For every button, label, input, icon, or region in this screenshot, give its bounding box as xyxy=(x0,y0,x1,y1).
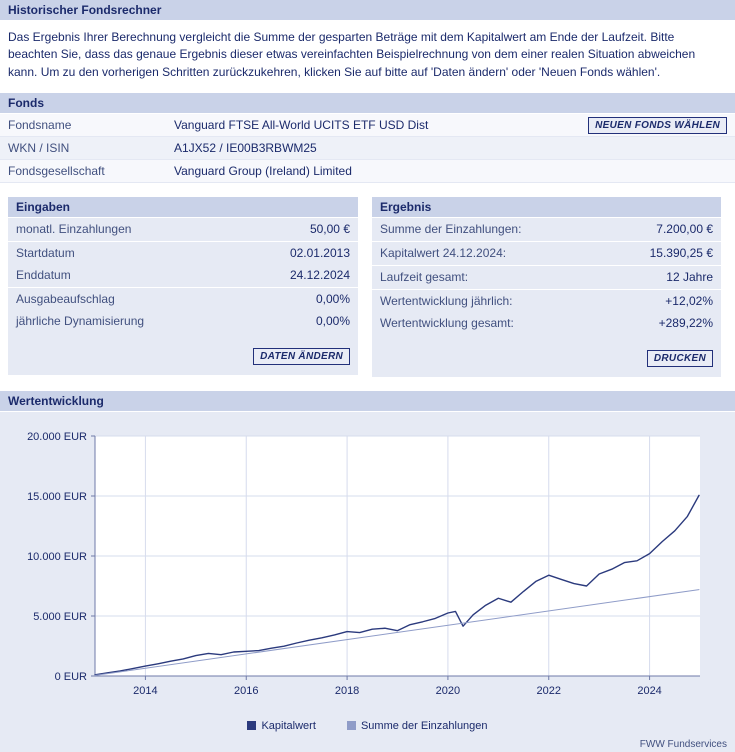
chart-legend xyxy=(0,720,735,732)
ergebnis-title: Ergebnis xyxy=(372,197,721,218)
total-performance-value: +289,22% xyxy=(658,316,713,331)
legend-item-einzahlungen xyxy=(347,720,488,732)
select-new-fund-button[interactable]: NEUEN FONDS WÄHLEN xyxy=(588,117,727,134)
spacer xyxy=(372,334,721,344)
intro-text: Das Ergebnis Ihrer Berechnung vergleicht die Summe der gesparten Beträge mit dem Kapitalwert am Ende der Laufzeit. Bitte beachten Sie, dass das genaue Ergebnis dieser etwas vereinfachten Beispielrechnung von dem einer realen Situation abweichen kann. Um zu den vorherigen Schritten zurückzukehren, klicken Sie auf bitte auf 'Daten ändern' oder 'Neuen Fonds wählen'. xyxy=(8,30,696,79)
fonds-wkn-label: WKN / ISIN xyxy=(0,137,166,160)
svg-text:10.000 EUR: 10.000 EUR xyxy=(27,551,87,564)
fonds-name-label: Fondsname xyxy=(0,114,166,137)
panels-row xyxy=(0,197,735,377)
svg-text:0 EUR: 0 EUR xyxy=(54,671,87,684)
end-date-label: Enddatum xyxy=(16,268,71,283)
dynamic-increase-label: jährliche Dynamisierung xyxy=(16,314,145,329)
svg-text:2018: 2018 xyxy=(334,685,360,698)
svg-text:2014: 2014 xyxy=(133,685,158,698)
capital-value-label: Kapitalwert 24.12.2024: xyxy=(380,246,507,261)
table-row xyxy=(8,264,358,286)
svg-text:15.000 EUR: 15.000 EUR xyxy=(27,491,87,504)
fonds-wkn-value: A1JX52 / IE00B3RBWM25 xyxy=(166,137,735,160)
annual-performance-label: Wertentwicklung jährlich: xyxy=(380,294,513,309)
fonds-company-value: Vanguard Group (Ireland) Limited xyxy=(166,160,735,183)
table-row xyxy=(8,288,358,311)
page-title: Historischer Fondsrechner xyxy=(0,0,735,21)
svg-text:2022: 2022 xyxy=(536,685,561,698)
chart-container xyxy=(0,412,735,752)
table-row xyxy=(8,242,358,265)
total-performance-label: Wertentwicklung gesamt: xyxy=(380,316,514,331)
svg-text:2016: 2016 xyxy=(234,685,259,698)
chart-credit: FWW Fundservices xyxy=(639,739,727,751)
start-date-label: Startdatum xyxy=(16,246,75,261)
table-row xyxy=(372,312,721,334)
end-date-value: 24.12.2024 xyxy=(289,268,350,283)
fonds-section xyxy=(0,93,735,183)
ergebnis-table xyxy=(372,218,721,344)
table-row xyxy=(0,160,735,183)
sum-payments-label: Summe der Einzahlungen: xyxy=(380,222,522,237)
table-row xyxy=(372,266,721,289)
front-load-value: 0,00% xyxy=(315,292,350,307)
fonds-company-label: Fondsgesellschaft xyxy=(0,160,166,183)
capital-value-value: 15.390,25 € xyxy=(649,246,713,261)
table-row xyxy=(8,310,358,332)
dynamic-increase-value: 0,00% xyxy=(315,314,350,329)
ergebnis-footer xyxy=(372,344,721,377)
duration-label: Laufzeit gesamt: xyxy=(380,270,469,285)
fonds-name-value: Vanguard FTSE All-World UCITS ETF USD Dist xyxy=(166,114,735,137)
fonds-section-title: Fonds xyxy=(0,93,735,114)
eingaben-footer xyxy=(8,342,358,375)
chart-plot-area xyxy=(0,418,735,718)
monthly-payment-value: 50,00 € xyxy=(309,222,350,237)
chart-section xyxy=(0,391,735,752)
table-row xyxy=(372,218,721,240)
legend-item-kapitalwert xyxy=(247,720,318,732)
print-button[interactable]: DRUCKEN xyxy=(647,350,713,367)
eingaben-table xyxy=(8,218,358,342)
legend-label-einzahlungen: Summe der Einzahlungen xyxy=(360,720,488,733)
eingaben-panel xyxy=(8,197,358,375)
table-row xyxy=(8,218,358,240)
legend-swatch-kapitalwert xyxy=(247,721,256,730)
chart-section-title: Wertentwicklung xyxy=(0,391,735,412)
performance-chart xyxy=(0,418,735,718)
duration-value: 12 Jahre xyxy=(666,270,713,285)
table-row xyxy=(0,137,735,160)
legend-label-kapitalwert: Kapitalwert xyxy=(261,720,316,733)
svg-text:2020: 2020 xyxy=(435,685,461,698)
svg-text:2024: 2024 xyxy=(637,685,662,698)
front-load-label: Ausgabeaufschlag xyxy=(16,292,115,307)
eingaben-title: Eingaben xyxy=(8,197,358,218)
svg-text:20.000 EUR: 20.000 EUR xyxy=(27,431,87,444)
change-data-button[interactable]: DATEN ÄNDERN xyxy=(253,348,350,365)
table-row xyxy=(372,242,721,265)
monthly-payment-label: monatl. Einzahlungen xyxy=(16,222,132,237)
sum-payments-value: 7.200,00 € xyxy=(656,222,713,237)
ergebnis-panel xyxy=(372,197,721,377)
start-date-value: 02.01.2013 xyxy=(289,246,350,261)
spacer xyxy=(8,332,358,342)
svg-text:5.000 EUR: 5.000 EUR xyxy=(33,611,87,624)
legend-swatch-einzahlungen xyxy=(347,721,356,730)
annual-performance-value: +12,02% xyxy=(665,294,713,309)
table-row xyxy=(372,290,721,313)
